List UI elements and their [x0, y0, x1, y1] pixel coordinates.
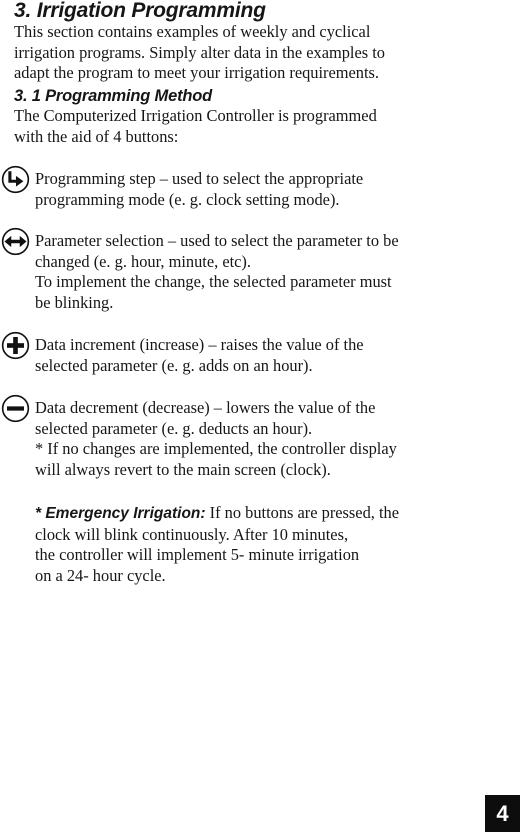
programming-step-icon: [1, 165, 30, 194]
programming-step-description: [35, 169, 465, 210]
intro-paragraph: [14, 22, 494, 84]
description-line: be blinking.: [35, 292, 114, 312]
intro-line: adapt the program to meet your irrigation requirements.: [14, 63, 380, 82]
emergency-line: clock will blink continuously. After 10 minutes,: [35, 524, 349, 544]
method-intro-paragraph: [14, 106, 494, 147]
subsection-title: 3. 1 Programming Method: [14, 87, 213, 105]
description-line: programming mode (e. g. clock setting mode).: [35, 189, 340, 209]
emergency-label: * Emergency Irrigation:: [35, 505, 206, 522]
emergency-irrigation-note: [35, 503, 465, 586]
description-line: * If no changes are implemented, the controller display: [35, 439, 397, 458]
emergency-line: the controller will implement 5- minute irrigation: [35, 545, 360, 564]
description-line: Data increment (increase) – raises the value of the: [35, 335, 364, 354]
section-title: 3. Irrigation Programming: [14, 0, 266, 22]
description-line: Data decrement (decrease) – lowers the value of the: [35, 398, 376, 417]
data-increment-description: [35, 335, 465, 376]
method-intro-line: with the aid of 4 buttons:: [14, 126, 179, 146]
description-line: Parameter selection – used to select the parameter to be: [35, 231, 399, 250]
page-number: 4: [485, 795, 520, 832]
minus-icon: [1, 394, 30, 423]
description-line: changed (e. g. hour, minute, etc).: [35, 251, 251, 271]
parameter-selection-icon: [1, 227, 30, 256]
emergency-line: on a 24- hour cycle.: [35, 565, 166, 585]
intro-line: This section contains examples of weekly and cyclical: [14, 22, 371, 41]
emergency-text: If no buttons are pressed, the: [205, 503, 399, 522]
description-line: selected parameter (e. g. deducts an hour).: [35, 418, 313, 438]
data-decrement-description: [35, 398, 465, 480]
parameter-selection-description: [35, 231, 465, 313]
description-line: To implement the change, the selected parameter must: [35, 272, 392, 291]
description-line: selected parameter (e. g. adds on an hour).: [35, 355, 313, 375]
description-line: Programming step – used to select the appropriate: [35, 169, 364, 188]
description-line: will always revert to the main screen (clock).: [35, 459, 331, 479]
method-intro-line: The Computerized Irrigation Controller is programmed: [14, 106, 377, 125]
plus-icon: [1, 331, 30, 360]
intro-line: irrigation programs. Simply alter data in the examples to: [14, 42, 385, 62]
emergency-first-line: [35, 503, 465, 525]
